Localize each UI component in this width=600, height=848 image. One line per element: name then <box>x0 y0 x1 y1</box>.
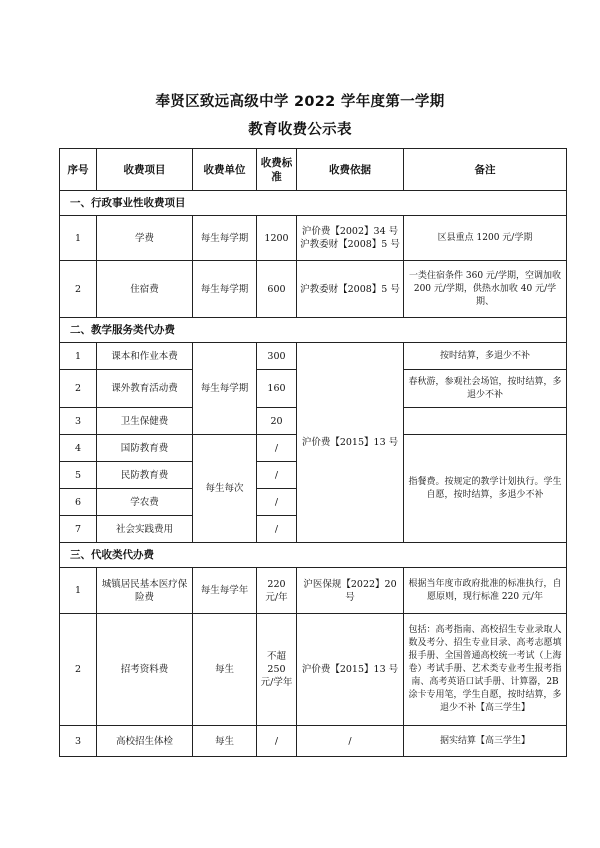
cell-note-empty <box>404 408 567 435</box>
header-no: 序号 <box>60 149 97 191</box>
cell-basis: 沪价费【2015】13 号 <box>297 343 404 543</box>
cell-no: 7 <box>60 516 97 543</box>
cell-note: 区县重点 1200 元/学期 <box>404 216 567 261</box>
cell-standard: 220 元/年 <box>257 568 297 614</box>
fee-table <box>59 148 567 757</box>
cell-item: 学农费 <box>97 489 193 516</box>
cell-standard: 20 <box>257 408 297 435</box>
header-basis: 收费依据 <box>297 149 404 191</box>
cell-standard: / <box>257 435 297 462</box>
cell-item: 城镇居民基本医疗保险费 <box>97 568 193 614</box>
header-note: 备注 <box>404 149 567 191</box>
table-row <box>60 614 567 726</box>
cell-no: 1 <box>60 568 97 614</box>
cell-standard: 不超 250 元/学年 <box>257 614 297 726</box>
cell-standard: / <box>257 726 297 757</box>
cell-no: 3 <box>60 726 97 757</box>
cell-no: 1 <box>60 343 97 370</box>
section-title: 一、行政事业性收费项目 <box>60 191 567 216</box>
cell-item: 民防教育费 <box>97 462 193 489</box>
document-title: 奉贤区致远高级中学 2022 学年度第一学期 <box>155 94 445 110</box>
cell-note: 根据当年度市政府批准的标准执行，自愿原则，现行标准 220 元/年 <box>404 568 567 614</box>
section-row <box>60 543 567 568</box>
cell-standard: / <box>257 516 297 543</box>
cell-standard: / <box>257 462 297 489</box>
cell-standard: 600 <box>257 261 297 318</box>
cell-note: 春秋游，参观社会场馆，按时结算，多退少不补 <box>404 370 567 408</box>
table-row <box>60 343 567 370</box>
cell-item: 卫生保健费 <box>97 408 193 435</box>
cell-standard: 160 <box>257 370 297 408</box>
table-row <box>60 726 567 757</box>
cell-unit: 每生每次 <box>193 435 257 543</box>
cell-no: 2 <box>60 370 97 408</box>
cell-standard: / <box>257 489 297 516</box>
cell-basis: / <box>297 726 404 757</box>
section-row <box>60 191 567 216</box>
cell-item: 学费 <box>97 216 193 261</box>
table-row <box>60 568 567 614</box>
cell-unit: 每生 <box>193 726 257 757</box>
cell-no: 2 <box>60 261 97 318</box>
cell-basis: 沪价费【2015】13 号 <box>297 614 404 726</box>
cell-unit: 每生每学期 <box>193 216 257 261</box>
cell-item: 住宿费 <box>97 261 193 318</box>
cell-item: 社会实践费用 <box>97 516 193 543</box>
cell-item: 招考资料费 <box>97 614 193 726</box>
cell-item: 国防教育费 <box>97 435 193 462</box>
cell-item: 高校招生体检 <box>97 726 193 757</box>
cell-item: 课外教育活动费 <box>97 370 193 408</box>
cell-standard: 1200 <box>257 216 297 261</box>
cell-no: 4 <box>60 435 97 462</box>
cell-note: 包括：高考指南、高校招生专业录取人数及考分、招生专业目录、高考志愿填报手册、全国普通高校统一考试（上海卷）考试手册、艺术类专业考生报考指南、高考英语口试手册、计算器，2B 涂卡专用笔，学生自愿，按时结算，多退少不补【高三学生】 <box>404 614 567 726</box>
cell-no: 5 <box>60 462 97 489</box>
section-title: 三、代收类代办费 <box>60 543 567 568</box>
cell-note: 指餐费。按规定的教学计划执行。学生自愿，按时结算，多退少不补 <box>404 435 567 543</box>
document-subtitle: 教育收费公示表 <box>248 122 352 138</box>
table-row <box>60 261 567 318</box>
cell-no: 2 <box>60 614 97 726</box>
cell-note: 按时结算，多退少不补 <box>404 343 567 370</box>
cell-basis: 沪教委财【2008】5 号 <box>297 261 404 318</box>
table-header-row <box>60 149 567 191</box>
cell-no: 1 <box>60 216 97 261</box>
cell-basis: 沪价费【2002】34 号 沪教委财【2008】5 号 <box>297 216 404 261</box>
cell-unit: 每生 <box>193 614 257 726</box>
cell-standard: 300 <box>257 343 297 370</box>
cell-no: 3 <box>60 408 97 435</box>
section-title: 二、教学服务类代办费 <box>60 318 567 343</box>
cell-basis: 沪医保规【2022】20 号 <box>297 568 404 614</box>
cell-no: 6 <box>60 489 97 516</box>
cell-unit: 每生每学期 <box>193 261 257 318</box>
table-row <box>60 216 567 261</box>
cell-item: 课本和作业本费 <box>97 343 193 370</box>
section-row <box>60 318 567 343</box>
cell-note: 一类住宿条件 360 元/学期，空调加收 200 元/学期，供热水加收 40 元/学期、 <box>404 261 567 318</box>
header-unit: 收费单位 <box>193 149 257 191</box>
cell-unit: 每生每学年 <box>193 568 257 614</box>
header-item: 收费项目 <box>97 149 193 191</box>
cell-note: 据实结算【高三学生】 <box>404 726 567 757</box>
header-standard: 收费标准 <box>257 149 297 191</box>
cell-unit: 每生每学期 <box>193 343 257 435</box>
